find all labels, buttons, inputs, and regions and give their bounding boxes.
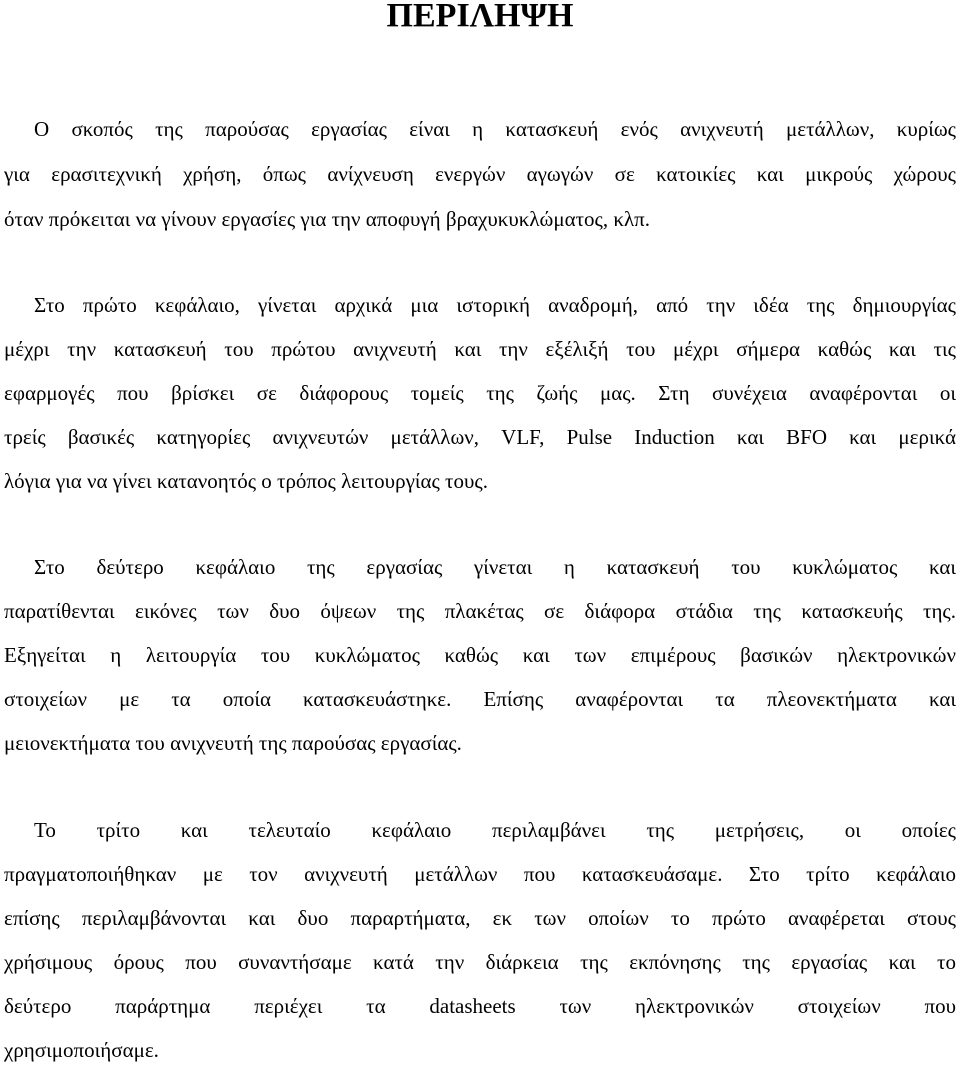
- paragraph-line: εφαρμογές που βρίσκει σε διάφορους τομείς της ζωής μας. Στη συνέχεια αναφέρονται οι: [4, 381, 956, 405]
- paragraph-line: Ο σκοπός της παρούσας εργασίας είναι η κατασκευή ενός ανιχνευτή μετάλλων, κυρίως: [34, 117, 956, 141]
- paragraph-line: Στο δεύτερο κεφάλαιο της εργασίας γίνεται η κατασκευή του κυκλώματος και: [34, 555, 956, 579]
- paragraph-line: για ερασιτεχνική χρήση, όπως ανίχνευση ενεργών αγωγών σε κατοικίες και μικρούς χώρους: [4, 162, 956, 186]
- paragraph-line: χρήσιμους όρους που συναντήσαμε κατά την διάρκεια της εκπόνησης της εργασίας και το: [4, 950, 956, 974]
- page-title: ΠΕΡΙΛΗΨΗ: [386, 0, 574, 34]
- paragraph-chapter-three: [4, 808, 956, 1072]
- paragraph-line: πραγματοποιήθηκαν με τον ανιχνευτή μετάλλων που κατασκευάσαμε. Στο τρίτο κεφάλαιο: [4, 862, 956, 886]
- paragraph-line: μέχρι την κατασκευή του πρώτου ανιχνευτή και την εξέλιξή του μέχρι σήμερα καθώς και τις: [4, 337, 956, 361]
- paragraph-line: μειονεκτήματα του ανιχνευτή της παρούσας εργασίας.: [4, 731, 462, 755]
- paragraph-line: όταν πρόκειται να γίνουν εργασίες για την αποφυγή βραχυκυκλώματος, κλπ.: [4, 207, 650, 231]
- paragraph-line: Εξηγείται η λειτουργία του κυκλώματος καθώς και των επιμέρους βασικών ηλεκτρονικών: [4, 643, 956, 667]
- paragraph-line: επίσης περιλαμβάνονται και δυο παραρτήματα, εκ των οποίων το πρώτο αναφέρεται στους: [4, 906, 956, 930]
- paragraph-line: δεύτερο παράρτημα περιέχει τα datasheets των ηλεκτρονικών στοιχείων που: [4, 994, 956, 1018]
- paragraph-chapter-two: [4, 545, 956, 765]
- paragraph-line: χρησιμοποιήσαμε.: [4, 1038, 159, 1062]
- paragraph-line: Στο πρώτο κεφάλαιο, γίνεται αρχικά μια ιστορική αναδρομή, από την ιδέα της δημιουργίας: [34, 293, 956, 317]
- paragraph-line: τρείς βασικές κατηγορίες ανιχνευτών μετάλλων, VLF, Pulse Induction και BFO και μερικά: [4, 425, 956, 449]
- paragraph-line: στοιχείων με τα οποία κατασκευάστηκε. Επίσης αναφέρονται τα πλεονεκτήματα και: [4, 687, 956, 711]
- paragraph-line: λόγια για να γίνει κατανοητός ο τρόπος λειτουργίας τους.: [4, 469, 488, 493]
- paragraph-line: παρατίθενται εικόνες των δυο όψεων της πλακέτας σε διάφορα στάδια της κατασκευής της.: [4, 599, 956, 623]
- paragraph-line: Το τρίτο και τελευταίο κεφάλαιο περιλαμβάνει της μετρήσεις, οι οποίες: [34, 818, 956, 842]
- paragraph-purpose: [4, 107, 956, 242]
- paragraph-chapter-one: [4, 283, 956, 503]
